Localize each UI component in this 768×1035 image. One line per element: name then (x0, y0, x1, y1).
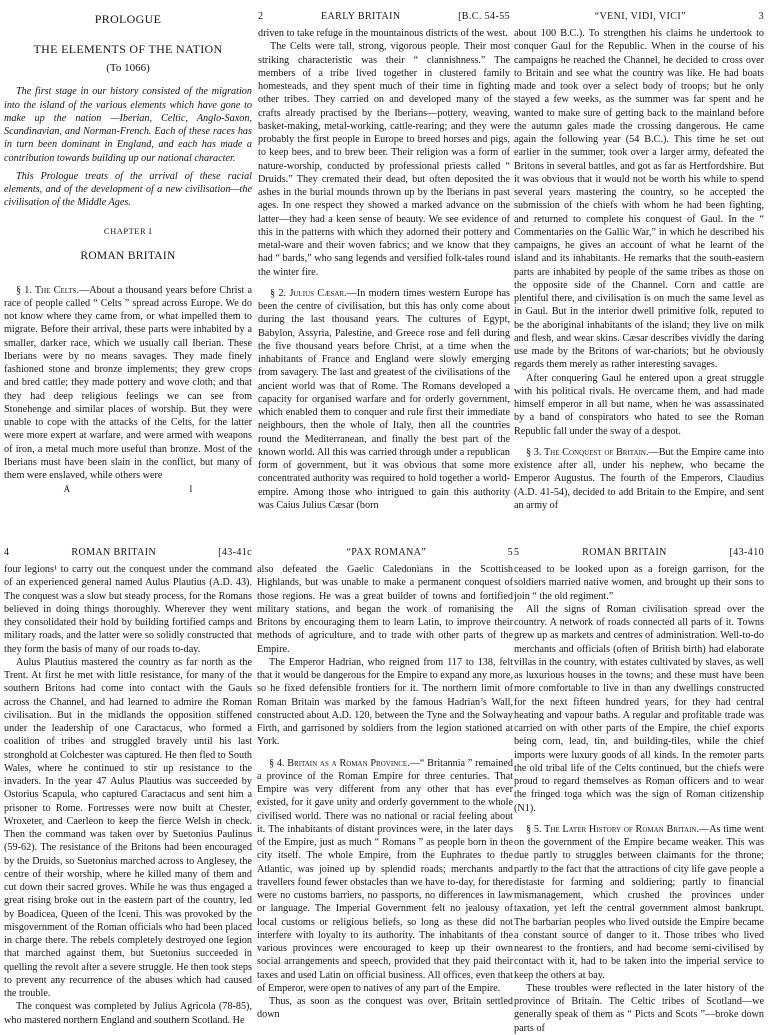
page-footer (4, 484, 252, 496)
running-header (4, 546, 252, 559)
body-paragraph: Aulus Plautius mastered the country as far north as the Trent. At first he met with little resistance, for many of the southern Britons had come into contact with the Gauls across the Channel, and had learned to admire the Roman civilisation. But in the midlands the opposition stiffened under the leadership of one Caractacus, who formed a coalition of tribes and struggled bravely until his last stronghold at Colchester was captured. He then fled to South Wales, where he continued to stir up resistance to the invaders. In the year 47 Aulus Plautius was succeeded by Ostorius Scapula, who captured Caractacus and sent him a prisoner to Rome. Fortresses were now built at Chester, Wroxeter, and Caerleon to keep the fierce Welsh in check. Then the command was taken over by Suetonius Paulinus (59-62). The resistance of the Britons had been encouraged by the Druids, so Suetonius marched across to Anglesey, the centre of their worship, where he killed many of them and cut down their sacred groves. While he was thus engaged a great rising broke out in the eastern part of the country, led by Boadicea, Queen of the Iceni. This was provoked by the misgovernment of the Roman officials who had been placed in charge there. The rebels completely destroyed one legion that marched against them, but Suetonius succeeded in quelling the revolt after a severe struggle. He then took steps to prevent any recurrence of the abuses which had caused the trouble. (4, 656, 252, 999)
page-subtitle: (To 1066) (106, 62, 150, 75)
section-heading: § 5. The Later History of Roman Britain. (526, 823, 700, 835)
section-text: —But the Empire came into existence after all, under his nephew, who became the Emperor Augustus. The fourth of the Emperors, Claudius (A.D. 41-54), decided to add Britain to the Empire, and sent an army of (514, 446, 764, 511)
page-roman-britain-6 (514, 546, 765, 1034)
section-paragraph (514, 823, 764, 982)
running-header (257, 546, 513, 559)
running-header (514, 546, 764, 559)
page-number: 5 (507, 547, 513, 558)
section-paragraph (4, 284, 252, 483)
body-paragraph: The conquest was completed by Julius Agricola (78-85), who mastered northern England and southern Scotland. He (4, 1001, 252, 1026)
header-title: “PAX ROMANA” (346, 547, 427, 558)
section-heading: § 3. The Conquest of Britain. (526, 446, 649, 458)
section-heading: § 2. Julius Cæsar. (270, 287, 347, 299)
body-paragraph: These troubles were reflected in the later history of the province of Britain. The Celtic tribes of Scotland—we generally speak of them as “ Picts and Scots ”—broke down parts of (514, 982, 764, 1034)
intro-paragraph: This Prologue treats of the arrival of these racial elements, and of the development of a new civilisation—the civilisation of the Middle Ages. (4, 170, 252, 209)
section-heading: § 4. Britain as a Roman Province. (269, 757, 410, 769)
section-paragraph (257, 757, 513, 996)
intro-paragraph: The first stage in our history consisted of the migration into the island of the various elements which have gone to make up the nation —Iberian, Celtic, Anglo-Saxon, Scandinavian, and Norman-French. Each of these races has in turn been dominant in England, and each has made a contribution towards building up our national character. (4, 86, 252, 164)
body-paragraph: four legions¹ to carry out the conquest under the command of an experienced general named Aulus Plautius (A.D. 43). The conquest was a slow but steady process, for the Romans believed in doing things thoroughly. Wherever they went they consolidated their hold by building fortified camps and military roads, and the latter were so solidly constructed that they form the basis of many of our roads to-day. (4, 564, 252, 655)
body-paragraph: driven to take refuge in the mountainous districts of the west. (258, 28, 508, 39)
header-date: [B.C. 54-55 (458, 11, 510, 22)
running-header (514, 10, 764, 23)
section-text: —In modern times western Europe has been the centre of civilisation, but this has only come about during the last thousand years. The cultures of Egypt, Babylon, Assyria, Palestine, and Greece rose and fell during the five thousand years before Christ, at a time when the inhabitants of France and England were slowly emerging from savagery. The last and greatest of the civilisations of the ancient world was that of Rome. The Romans developed a capacity for organised warfare and for orderly government, which enabled them to conquer and rule first their immediate neighbours, then the whole of Italy, then all the countries round the Mediterranean, and finally the best part of the known world. All this was carried through under a republican form of government, but it was obvious that some more concentrated authority was required to hold together a world-empire. Among those who intrigued to gain this authority was Caius Julius Cæsar (born (258, 287, 510, 511)
page-roman-britain-4 (4, 546, 252, 1024)
chapter-title: ROMAN BRITAIN (80, 249, 176, 262)
page-veni-vidi-vici (514, 10, 764, 525)
body-paragraph: also defeated the Gaelic Caledonians in the Scottish Highlands, but was unable to make a permanent conquest of those regions. He was a great builder of towns and fortified military stations, and began the work of romanising the Britons by encouraging them to learn Latin, to improve their methods of agriculture, and to trade with other parts of the Empire. (257, 564, 513, 655)
section-text: —“ Britannia ” remained a province of the Roman Empire for three centuries. That Empire was very different from any other that has ever existed, for it gave unity and orderly government to the whole civilised world. There was no national or racial feeling about it. The inhabitants of distant provinces were, in the later days of the Empire, just as much “ Romans ” as people born in the city itself. The whole Empire, from the Euphrates to the Atlantic, was joined up by splendid roads; merchants and travellers found fewer obstacles than we have to-day, for there were no customs barriers, no passports, no differences in law or language. The Imperial Government felt no jealousy of local customs or religious beliefs, so long as these did not interfere with loyalty to its authority. The inhabitants of the various provinces were encouraged to keep up their own social arrangements and speech, provided that they paid their taxes and used Latin on official business. All offices, even that of Emperor, were open to natives of any part of the Empire. (257, 757, 513, 994)
page-title: THE ELEMENTS OF THE NATION (33, 41, 223, 56)
page-prologue (4, 10, 252, 525)
signature-mark: I (189, 484, 193, 495)
header-title: EARLY BRITAIN (321, 11, 401, 22)
body-paragraph: The Celts were tall, strong, vigorous people. Their most striking characteristic was their “ clannishness.” The members of a tribe lived together in clustered family homesteads, and they spent much of their time in fighting other tribes. They carried on and developed many of the crafts already practised by the Iberians—pottery, weaving, basket-making, metal-working, cattle-rearing; and they were probably the first people in Europe to breed horses and pigs, to keep bees, and to brew beer. Their religion was a form of nature-worship, conducted by professional priests called “ Druids.” They cremated their dead, but often deposited the ashes in the burial mounds thrown up by the Iberians in past ages. In one respect they showed a marked advance on the latter—they had a keen sense of beauty. We see evidence of this in the patterns with which they adorned their pottery and metal-ware and their woven fabrics; and we know that they had “ bards,” who sang legends and versified folk-tales round the winter fire. (258, 41, 510, 278)
page-pax-romana (257, 546, 513, 1024)
body-paragraph: After conquering Gaul he entered upon a great struggle with his political rivals. He overcame them, and had made himself emperor in all but name, when he was assassinated by a band of conspirators who hated to see the Roman Republic fall under the sway of a despot. (514, 372, 764, 437)
page-early-britain (258, 10, 510, 525)
section-paragraph (258, 287, 510, 512)
section-paragraph (514, 446, 764, 512)
body-paragraph: The Emperor Hadrian, who reigned from 117 to 138, felt that it would be dangerous for the Empire to expand any more, so he fixed defensible frontiers for it. The northern limit of Roman Britain was marked by the famous Hadrian’s Wall, constructed about A.D. 120, between the Tyne and the Solway Firth, and garrisoned by soldiers from the legion stationed at York. (257, 656, 513, 748)
body-paragraph: ceased to be looked upon as a foreign garrison, for the soldiers married native women, and brought up their sons to join “ the old regiment.” (514, 564, 764, 602)
body-paragraph: Thus, as soon as the conquest was over, Britain settled down (257, 996, 513, 1021)
section-text: —As time went on the government of the Empire became weaker. This was due partly to struggles between claimants for the throne; partly to the fact that the attractions of city life gave people a distaste for farming and soldiering; partly to financial mismanagement, which crushed the provinces under taxation, yet left the central government almost bankrupt. The barbarian peoples who lived outside the Empire became a constant source of danger to it. Those tribes who lived nearest to the frontiers, and had become semi-civilised by contact with it, had to be taken into the imperial service to keep the others at bay. (514, 823, 764, 981)
chapter-label: CHAPTER I (103, 225, 153, 236)
header-title: ROMAN BRITAIN (582, 547, 667, 558)
page-number: 4 (4, 547, 10, 558)
section-text: —About a thousand years before Christ a race of people called “ Celts ” spread across Europe. We do not know where they came from, or what impelled them to migrate. Before their arrival, these parts were inhabited by a smaller, darker race, which we usually call Iberian. These Iberians were by no means savages. They made finely fashioned stone and bronze implements; they grew crops and bred cattle; they made pottery and wove cloth; and that they had deep religious feelings we can see from Stonehenge and similar places of worship. But they were unable to cope with the attacks of the Celts, for the latter were more expert at warfare, and were armed with weapons of iron, a metal much more useful than bronze. Most of the Iberians must have been slain in the conflict, but many of them were enslaved, while others were (4, 284, 252, 482)
page-number: 3 (758, 11, 764, 22)
page-number: 2 (258, 11, 264, 22)
header-date: [43-410 (729, 547, 764, 558)
body-paragraph: about 100 B.C.). To strengthen his claims he undertook to conquer Gaul for the Republic. When in the course of his campaigns he reached the Channel, he decided to cross over to Britain and see what the country was like. He had boats made and took over a select body of troops; but he only stayed a few weeks, as the summer was far spent and he wanted to make sure of getting back to the mainland before the autumn gales made the crossing dangerous. He came again the following year (54 B.C.). This time he set out earlier in the summer, took over a larger army, defeated the Britons in several battles, and got as far as Hertfordshire. But it was obvious that it would not be worth his while to spend several years mastering the country, so he accepted the submission of the chiefs with whom he had been fighting, and returned to complete his conquest of Gaul. In the “ Commentaries on the Gallic War,” in which he described his campaigns, he gives an account of what he learnt of the island and its inhabitants. He remarks that the south-eastern parts are inhabited by people of the same tribes as those on the opposite side of the Channel. Corn and cattle are plentiful there, and civilisation is on much the same level as in Gaul. But in the interior dwell primitive folk, reputed to be the aboriginal inhabitants of the island; they live on milk and flesh, and wear skins. Cæsar describes vividly the daring use made by the Britons of war-chariots; but he obviously regards them merely as rather interesting savages. (514, 28, 764, 371)
header-title: ROMAN BRITAIN (71, 547, 157, 558)
section-heading: § 1. The Celts. (16, 284, 80, 296)
header-date: [43-41c (218, 547, 252, 558)
page-number: 5 (514, 547, 520, 558)
body-paragraph: All the signs of Roman civilisation spread over the country. A network of roads connected all parts of it. Towns grew up as markets and centres of administration. Well-to-do merchants and officials (often of British birth) had elaborate villas in the country, with estates cultivated by slaves, as well as luxurious houses in the towns; and these must have been more comfortable to live in than any dwellings constructed for the next fifteen hundred years, for they had central heating and vapour baths. A regular and profitable trade was carried on with other parts of the Empire, the chief exports being corn, lead, tin, and building-tiles, while the chief imports were luxury goods of all kinds. In the remoter parts the old tribal life of the Celts continued, but the chiefs were proud to regard themselves as Roman officers and to wear the fringed toga which was the sign of Roman citizenship (N1). (514, 603, 765, 814)
signature-mark: A (63, 484, 71, 495)
running-header (258, 10, 510, 23)
running-header: PROLOGUE (94, 12, 162, 26)
header-title: “VENI, VIDI, VICI” (594, 11, 686, 22)
